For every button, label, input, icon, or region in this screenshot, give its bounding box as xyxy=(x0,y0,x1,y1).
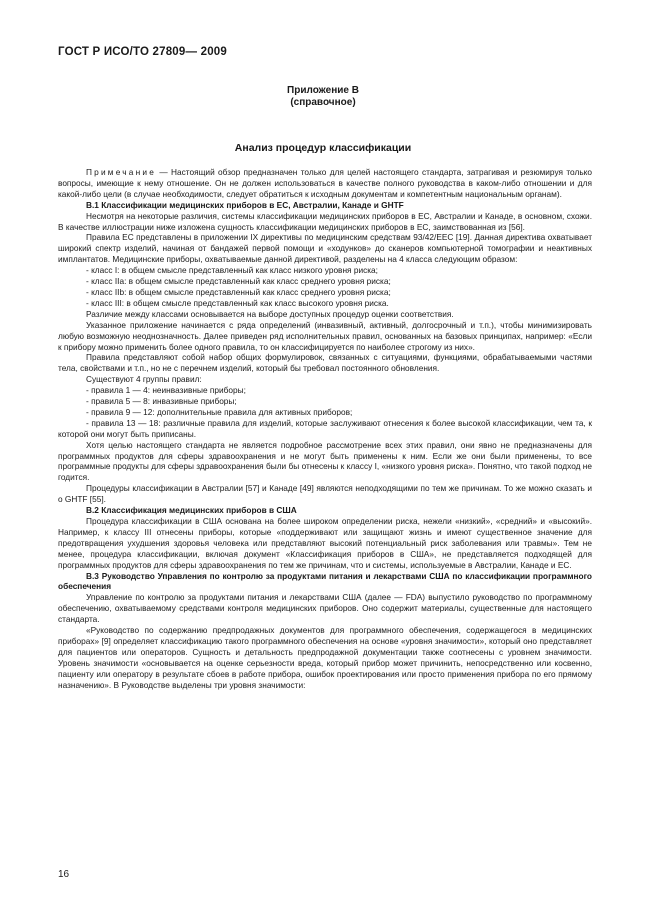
section-title: Анализ процедур классификации xyxy=(234,142,412,154)
paragraph: Несмотря на некоторые различия, системы классификации медицинских приборов в ЕС, Австралии и Канаде, в основном, схожи. В качестве иллюстрации ниже изложена сущность классификации медицинских приборов в ЕС, заимствованная из [56]. xyxy=(58,210,592,232)
paragraph: Процедуры классификации в Австралии [57] и Канаде [49] являются неподходящими по тем же причинам. То же можно сказать и о GHTF [55]. xyxy=(58,483,592,505)
section-heading: В.2 Классификация медицинских приборов в США xyxy=(86,505,297,516)
paragraph: - правила 9 — 12: дополнительные правила для активных приборов; xyxy=(86,406,353,417)
paragraph: Процедура классификации в США основана на более широком определении риска, нежели «низкий», «средний» и «высокий». Например, к классу III отнесены приборы, которые «поддерживают или защищают жизнь и имеют существенное значение для предотвращения ухудшения здоровья человека или представляют высокий потенциальный риск заболевания или травмы». Тем не менее, процедура классификации, включая документ «Классификация приборов в США», не представляется подходящей для программных продуктов для сферы здравоохранения по тем же причинам, что и системы, используемые в Австралии, Канаде и ЕС. xyxy=(58,516,592,570)
paragraph: - правила 1 — 4: неинвазивные приборы; xyxy=(86,385,246,396)
paragraph: - класс I: в общем смысле представленный как класс низкого уровня риска; xyxy=(86,265,378,276)
paragraph: - класс IIb: в общем смысле представленный как класс среднего уровня риска; xyxy=(86,286,391,297)
paragraph: Правила ЕС представлены в приложении IX директивы по медицинским средствам 93/42/ЕЕС [19]. Данная директива охватывает широкий спектр изделий, начиная от бандажей первой помощи и «ходунков» до сканеров компьютерной томографии и неактивных имплантатов. Медицинские приборы, охватываемые данной директивой, разделены на 4 класса следующим образом: xyxy=(58,232,592,265)
document-header: ГОСТ Р ИСО/ТО 27809— 2009 xyxy=(58,46,227,58)
paragraph: Управление по контролю за продуктами питания и лекарствами США (далее — FDA) выпустило руководство по программному обеспечению, охватываемому средствами контроля медицинских приборов. Оно содержит материалы, существенные для настоящего стандарта. xyxy=(58,592,592,625)
paragraph: Хотя целью настоящего стандарта не является подробное рассмотрение всех этих правил, они явно не предназначены для программных продуктов для сферы здравоохранения и не могут быть применены к ним. Если же они были применены, то все программные продукты для сферы здравоохранения были бы отнесены к классу I, «низкого уровня риска». Понятно, что такой подход не годится. xyxy=(58,439,592,483)
paragraph: «Руководство по содержанию предпродажных документов для программного обеспечения, содержащегося в медицинских приборах» [9] определяет классификацию такого программного обеспечения на основе «уровня значимости», который оно представляет для пациентов или операторов. Сущность и детальность предпродажной документации также соотнесены с уровнем значимости. Уровень значимости «основывается на оценке серьезности вреда, который прибор может причинить, непосредственно или косвенно, пациенту или оператору в результате сбоев в работе прибора, ошибок проектирования или просто применения прибора по его прямому назначению». В Руководстве выделены три уровня значимости: xyxy=(58,625,592,690)
note-prefix: Примечание xyxy=(86,167,157,177)
annex-title: Приложение В xyxy=(287,85,359,96)
section-heading: В.1 Классификации медицинских приборов в ЕС, Австралии, Канаде и GHTF xyxy=(86,199,404,210)
paragraph: - правила 5 — 8: инвазивные приборы; xyxy=(86,396,237,407)
page-number: 16 xyxy=(58,869,70,880)
section-heading: В.3 Руководство Управления по контролю за продуктами питания и лекарствами США по классификации программного обеспечения xyxy=(58,570,592,592)
paragraph: - правила 13 — 18: различные правила для изделий, которые заслуживают отнесения к более высокой классификации, чем та, к которой они могут быть приписаны. xyxy=(58,417,592,439)
paragraph: - класс III: в общем смысле представленный как класс высокого уровня риска. xyxy=(86,297,389,308)
paragraph: Указанное приложение начинается с ряда определений (инвазивный, активный, долгосрочный и т.п.), чтобы минимизировать любую возможную неоднозначность. Далее приведен ряд исполнительных правил, основанных на базовых принципах, например: «Если к прибору можно применить более одного правила, то он классифицируется по наиболее строгому из них». xyxy=(58,319,592,352)
paragraph: Существуют 4 группы правил: xyxy=(86,374,202,385)
document-body xyxy=(58,167,592,691)
note-text: — Настоящий обзор предназначен только для целей настоящего стандарта, затрагивая и резюмируя только вопросы, имеющие к нему отношение. Он не должен использоваться в качестве полного руководства в каком-либо отношении и для какой-либо цели (в случае необходимости, следует обратиться к исходным документам и компетентным национальным органам). xyxy=(58,167,592,199)
paragraph: Различие между классами основывается на выборе доступных процедур оценки соответствия. xyxy=(86,308,454,319)
paragraph: - класс IIa: в общем смысле представленный как класс среднего уровня риска; xyxy=(86,276,391,287)
paragraph: Правила представляют собой набор общих формулировок, связанных с ситуациями, функциями, обрабатываемыми частями тела, свойствами и т.п., но не с перечнем изделий, который бы требовал постоянного обновления. xyxy=(58,352,592,374)
note-paragraph xyxy=(58,167,592,200)
annex-subtitle: (справочное) xyxy=(290,97,356,108)
paragraph-list xyxy=(58,200,592,691)
